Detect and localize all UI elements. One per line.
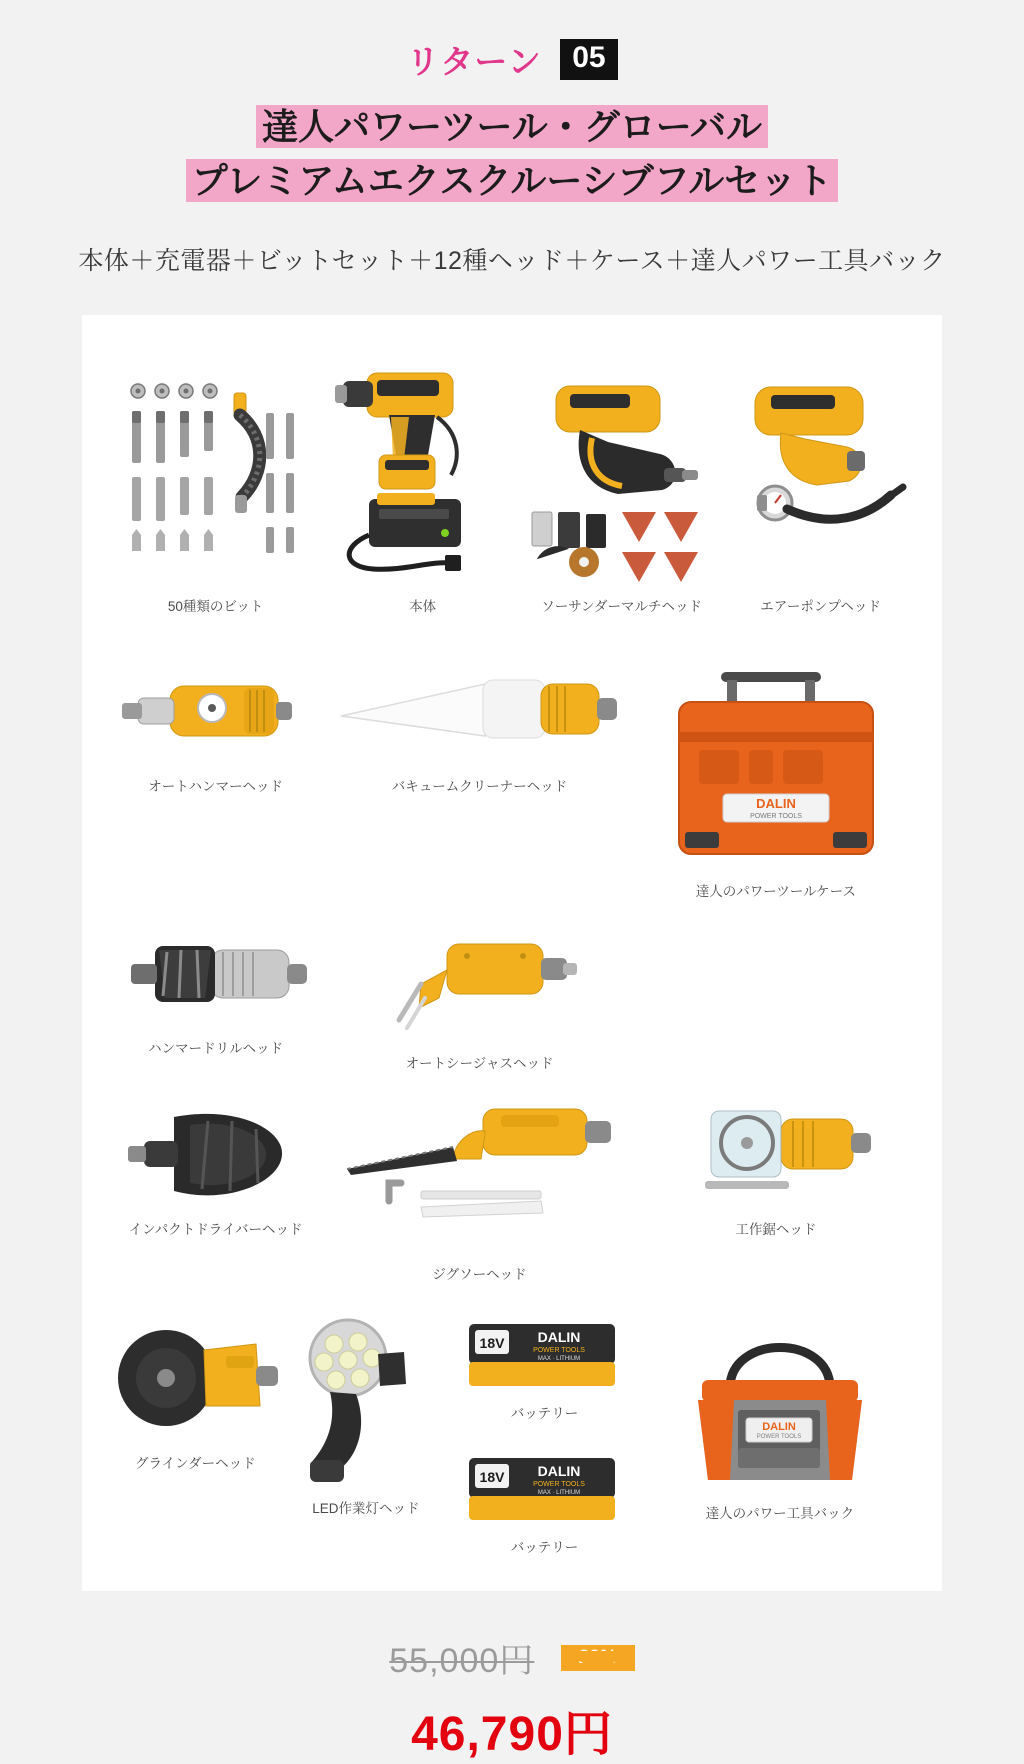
product-row-5: [106, 1308, 918, 1557]
page-subtitle: 本体＋充電器＋ビットセット＋12種ヘッド＋ケース＋達人パワー工具バック: [78, 247, 946, 276]
product-caption: バキュームクリーナーヘッド: [391, 778, 568, 794]
discount-badge: [561, 1645, 635, 1689]
product-caption: 50種類のビット: [167, 599, 264, 615]
vacuum-cleaner-head-icon: [335, 662, 625, 772]
product-caption: エアーポンプヘッド: [760, 599, 881, 615]
product-item-auto-hammer-head: [106, 656, 325, 796]
battery-sub-label-2: MAX · LITHIUM: [538, 1490, 581, 1497]
return-number-badge: 05: [560, 39, 617, 80]
bag-brand-sub-label: POWER TOOLS: [757, 1433, 802, 1440]
product-row-3: [106, 918, 918, 1073]
page-title-line-1: [72, 101, 952, 153]
product-row3-spacer: [634, 918, 918, 924]
product-row-4: [106, 1089, 918, 1284]
price-area: [0, 1633, 1024, 1764]
battery-sub-label-1: POWER TOOLS: [533, 1346, 586, 1354]
discount-badge-label: 20%: [561, 1645, 635, 1671]
product-caption: ソーサンダーマルチヘッド: [541, 599, 702, 615]
product-caption: 達人のパワーツールケース: [695, 883, 856, 899]
return-label: リターン: [406, 43, 542, 80]
product-caption: LED作業灯ヘッド: [312, 1500, 420, 1516]
battery-voltage-label: 18V: [479, 1334, 505, 1351]
case-brand-sub-label: POWER TOOLS: [749, 812, 802, 820]
sale-price: 46,790円: [411, 1708, 613, 1762]
page-title: [72, 101, 952, 207]
auto-scissors-head-icon: [355, 924, 605, 1049]
product-row-1: [106, 341, 918, 616]
product-caption: バッテリー: [510, 1540, 579, 1556]
product-item-circular-saw-head: [634, 1089, 918, 1239]
bit-set-icon: [116, 377, 316, 592]
product-item-jigsaw-head: [325, 1089, 634, 1284]
led-work-light-head-icon: [286, 1314, 446, 1494]
battery-sub-label-2: MAX · LITHIUM: [538, 1355, 581, 1362]
circular-saw-head-icon: [671, 1095, 881, 1215]
return-header: [0, 36, 1024, 83]
product-item-tool-case: [634, 656, 918, 901]
product-caption: グラインダーヘッド: [135, 1455, 256, 1471]
product-item-grinder-head: [106, 1308, 285, 1473]
battery-icon: [459, 1448, 629, 1533]
auto-hammer-head-icon: [116, 662, 316, 772]
bag-brand-label: DALIN: [762, 1420, 797, 1433]
battery-icon: [459, 1314, 629, 1399]
product-item-tool-bag: [642, 1308, 918, 1523]
hammer-drill-head-icon: [111, 924, 321, 1034]
page-title-line-1-text: 達人パワーツール・グローバル: [256, 105, 768, 148]
battery-brand-label: DALIN: [538, 1463, 581, 1480]
battery-sub-label-1: POWER TOOLS: [533, 1481, 586, 1489]
product-item-impact-driver-head: [106, 1089, 325, 1239]
product-contents-card: [82, 315, 942, 1590]
product-item-air-pump-head: [723, 371, 918, 616]
product-caption: ハンマードリルヘッド: [148, 1041, 284, 1057]
product-caption: オートハンマーヘッド: [148, 778, 283, 794]
product-caption: ジグソーヘッド: [432, 1267, 527, 1283]
drill-body-charger-icon: [333, 347, 513, 592]
saw-sander-multi-head-icon: [522, 372, 722, 592]
page-title-line-2: [72, 155, 952, 207]
product-item-batteries: [447, 1308, 642, 1557]
product-item-saw-sander-head: [520, 366, 723, 616]
battery-brand-label: DALIN: [538, 1328, 581, 1345]
product-row-2: [106, 656, 918, 901]
grinder-head-icon: [108, 1314, 283, 1449]
original-price: 55,000円: [389, 1641, 535, 1680]
product-caption: 達人のパワー工具バック: [705, 1505, 855, 1521]
original-price-row: [389, 1633, 634, 1690]
page-title-line-2-text: プレミアムエクスクルーシブフルセット: [186, 159, 838, 202]
product-caption: 工作鋸ヘッド: [735, 1222, 817, 1238]
impact-driver-head-icon: [116, 1095, 316, 1215]
air-pump-head-icon: [721, 377, 921, 592]
jigsaw-head-icon: [335, 1095, 625, 1260]
discount-arrow-icon: [561, 1651, 635, 1688]
product-item-vacuum-head: [325, 656, 634, 796]
tool-case-icon: [661, 662, 891, 877]
product-item-hammer-drill-head: [106, 918, 325, 1058]
product-caption: インパクトドライバーヘッド: [128, 1222, 303, 1238]
battery-voltage-label: 18V: [479, 1469, 505, 1486]
product-item-auto-scissors-head: [325, 918, 634, 1073]
product-item-bit-set: [106, 371, 325, 616]
product-item-led-work-light: [285, 1308, 447, 1518]
tool-bag-icon: [672, 1314, 887, 1499]
product-caption: 本体: [409, 599, 437, 615]
product-caption: バッテリー: [510, 1405, 579, 1421]
case-brand-label: DALIN: [756, 795, 796, 811]
product-caption: オートシージャスヘッド: [405, 1056, 554, 1072]
product-item-main-body: [325, 341, 520, 616]
